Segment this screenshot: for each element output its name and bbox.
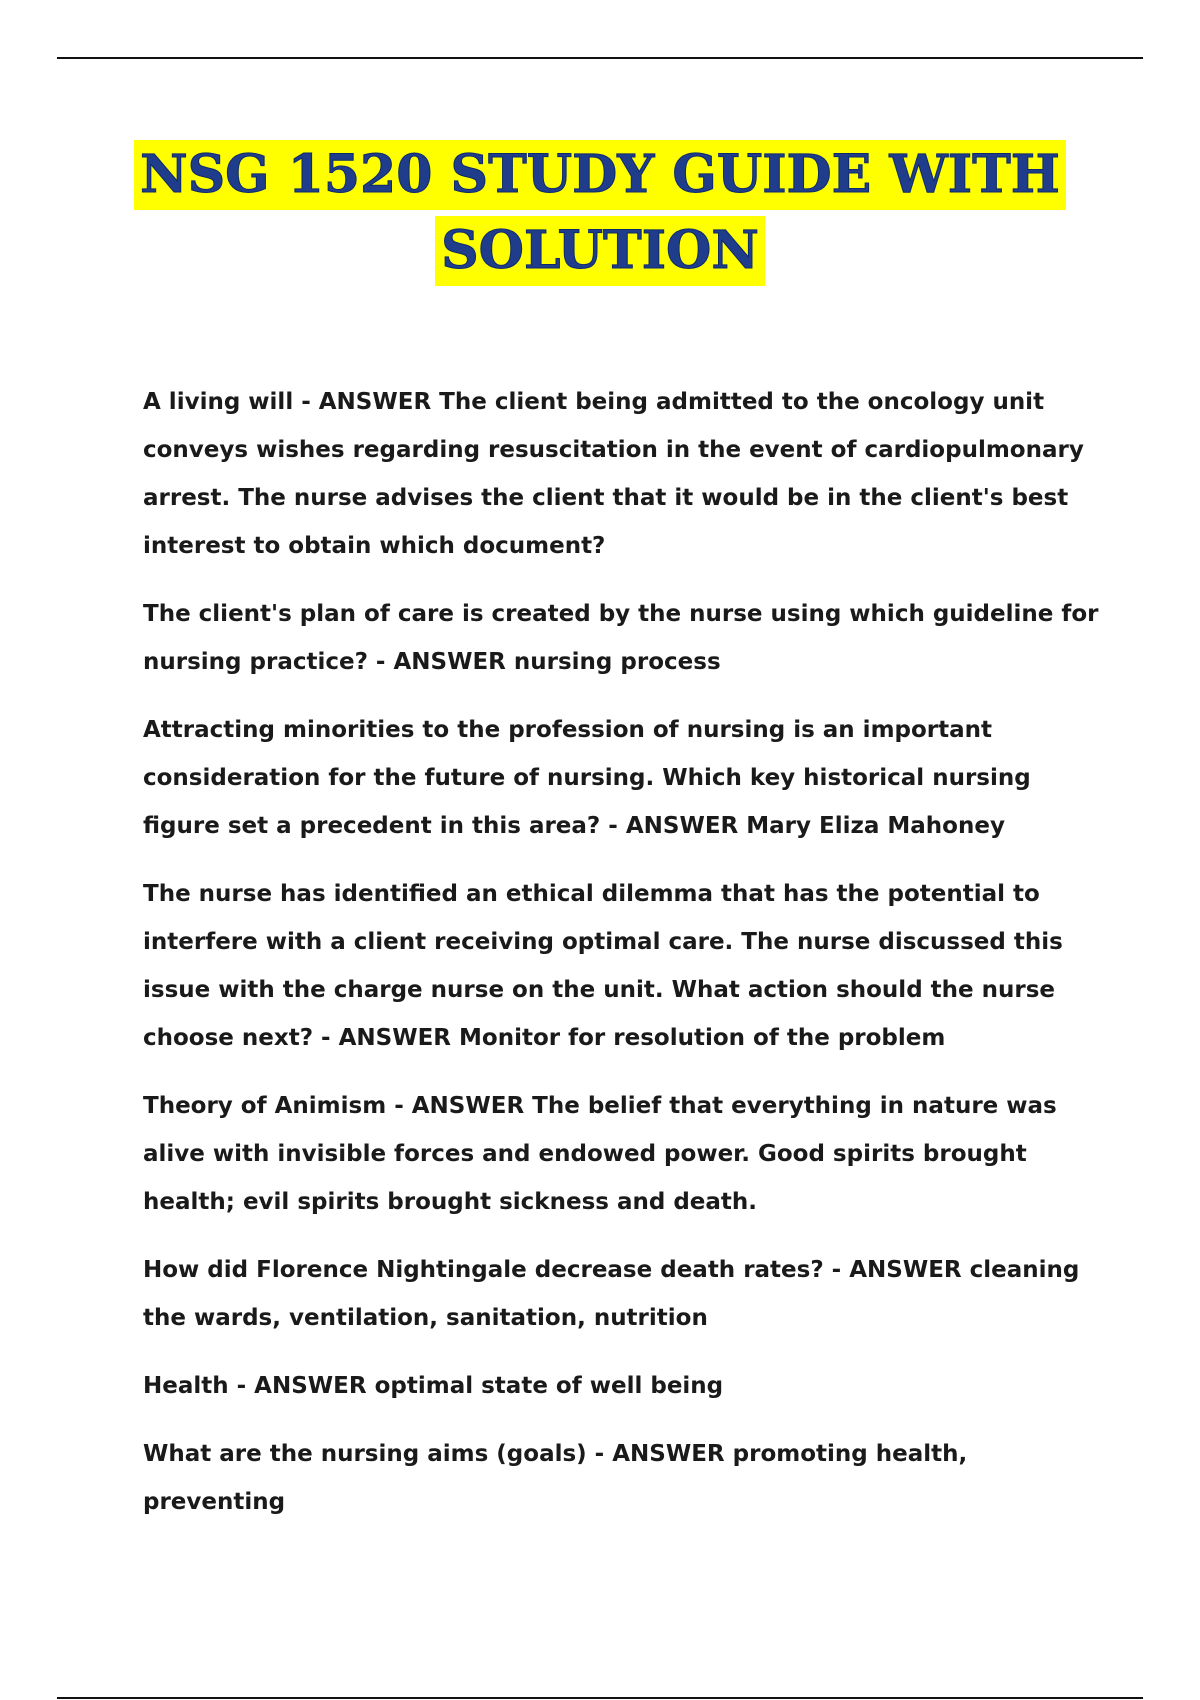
qa-entry-ethical-dilemma: The nurse has identified an ethical dilemma that has the potential to interfere with a client receiving optimal care. The nurse discussed this issue with the charge nurse on the unit. What action should the nurse choose next? - ANSWER Monitor for resolution of the problem — [143, 881, 1063, 1051]
bottom-rule — [57, 1697, 1143, 1699]
title-line-2: SOLUTION — [435, 216, 765, 286]
qa-list — [143, 378, 1103, 1546]
qa-entry-animism: Theory of Animism - ANSWER The belief that everything in nature was alive with invisible forces and endowed power. Good spirits brought health; evil spirits brought sickness and death. — [143, 1093, 1057, 1215]
title-line-1: NSG 1520 STUDY GUIDE WITH — [134, 140, 1066, 210]
qa-entry-nightingale: How did Florence Nightingale decrease death rates? - ANSWER cleaning the wards, ventilation, sanitation, nutrition — [143, 1257, 1080, 1331]
qa-entry-living-will: A living will - ANSWER The client being admitted to the oncology unit conveys wishes regarding resuscitation in the event of cardiopulmonary arrest. The nurse advises the client that it would be in the client's best interest to obtain which document? — [143, 389, 1084, 559]
document-title — [0, 140, 1200, 292]
qa-entry-nursing-aims: What are the nursing aims (goals) - ANSWER promoting health, preventing — [143, 1441, 968, 1515]
qa-entry-health: Health - ANSWER optimal state of well being — [143, 1373, 724, 1399]
top-rule — [57, 57, 1143, 59]
qa-entry-plan-of-care: The client's plan of care is created by the nurse using which guideline for nursing practice? - ANSWER nursing process — [143, 601, 1099, 675]
qa-entry-minorities: Attracting minorities to the profession of nursing is an important consideration for the future of nursing. Which key historical nursing figure set a precedent in this area? - ANSWER Mary Eliza Mahoney — [143, 717, 1031, 839]
